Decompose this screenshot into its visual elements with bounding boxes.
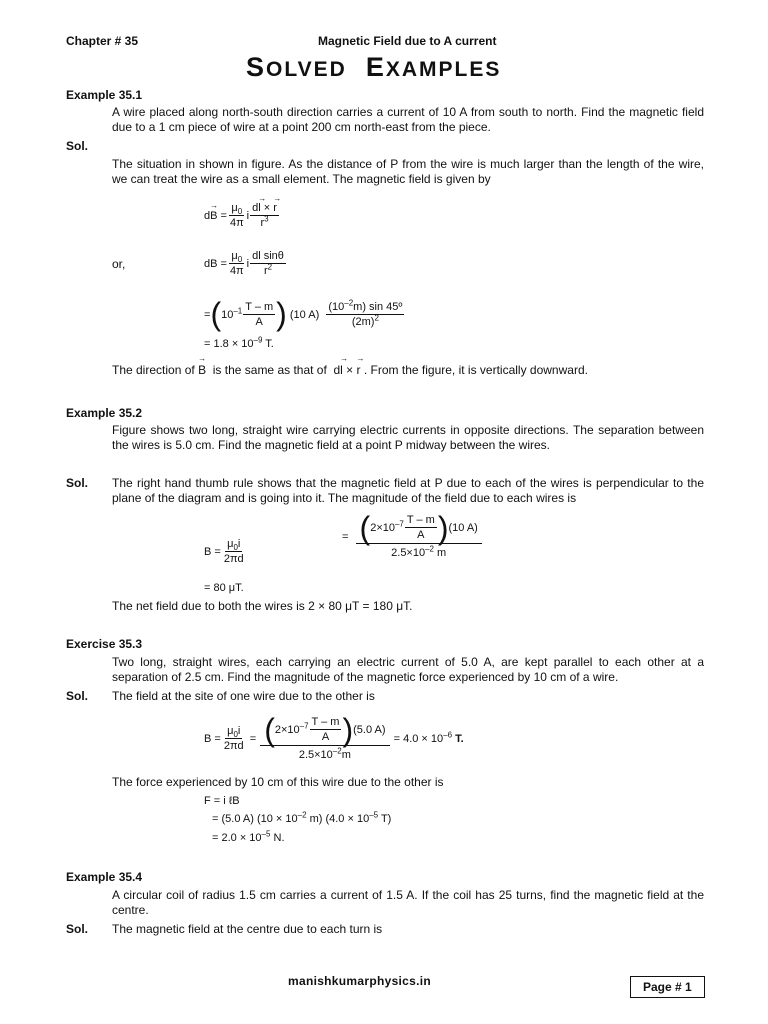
solution-label: Sol. xyxy=(66,689,89,703)
equation-field-substitution: = ( $2\times 10^{-7}$ $\frac{T - m}{A}$ ) (10 A) $2.5\times 10^{-2}$ m xyxy=(342,514,483,559)
exercise-label: Exercise 35.3 xyxy=(66,637,143,651)
example-label: Example 35.1 xyxy=(66,88,143,102)
equation-field-other-wire: B = $\frac{\mu_0i}{2\pi d}$ = ( $2\times 10^{-7}$ $\frac{T - m}{A}$ ) (5.0 A) $2.5\times 10^{-2}m$ = $4.0 \times 10^{-6}$ T. xyxy=(204,711,464,761)
solution-label: Sol. xyxy=(66,922,89,936)
example-label: Example 35.4 xyxy=(66,870,143,884)
equation-field-long-wire: B = $\frac{\mu_0i}{2\pi d}$ xyxy=(204,538,244,565)
force-formula: F = i ℓB xyxy=(204,795,240,807)
solution-text: The right hand thumb rule shows that the magnetic field at P due to each of the wires is perpendicular to the plane of the diagram and is going into it. The magnitude of the field due to each wires is xyxy=(112,476,704,505)
example-label: Example 35.2 xyxy=(66,406,143,420)
force-intro: The force experienced by 10 cm of this wire due to the other is xyxy=(112,775,444,789)
page-title: SOLVED EXAMPLES xyxy=(246,52,502,82)
chapter-label: Chapter # 35 xyxy=(66,34,139,48)
footer-website: manishkumarphysics.in xyxy=(288,974,432,988)
equation-result: = $1.8 \times 10^{-9}$ T. xyxy=(204,335,274,350)
chapter-topic: Magnetic Field due to A current xyxy=(318,34,497,48)
page-number-box: Page # 1 xyxy=(630,976,705,998)
direction-statement: The direction of B → is the same as that of dl → × r → . From the figure, it is vertically downward. xyxy=(112,363,588,377)
net-field-statement: The net field due to both the wires is 2 × 80 μT = 180 μT. xyxy=(112,599,413,613)
equation-result: = 80 μT. xyxy=(204,582,244,594)
example-question: A wire placed along north-south direction carries a current of 10 A from south to north. Find the magnetic field due to a 1 cm piece of wire at a point 200 cm north-east from the piece. xyxy=(112,105,704,134)
solution-label: Sol. xyxy=(66,139,89,153)
example-question: Figure shows two long, straight wire carrying electric currents in opposite directions. The separation between the wires is 5.0 cm. Find the magnetic field at a point P midway between the wires. xyxy=(112,423,704,452)
example-question: A circular coil of radius 1.5 cm carries a current of 1.5 A. If the coil has 25 turns, find the magnetic field at the centre. xyxy=(112,888,704,917)
solution-text: The magnetic field at the centre due to each turn is xyxy=(112,922,383,936)
equation-substitution: = ( $10^{-1}$ $\frac{T - m}{A}$ ) (10 A) $\frac{(10^{-2}m) \sin 45º}{(2m)^2}$ xyxy=(204,296,403,332)
exercise-question: Two long, straight wires, each carrying an electric current of 5.0 A, are kept parallel to each other at a separation of 2.5 cm. Find the magnitude of the magnetic force experienced by 10 cm of a wire. xyxy=(112,655,704,684)
solution-text: The situation in shown in figure. As the distance of P from the wire is much larger than the length of the wire, we can treat the wire as a small element. The magnetic field is given by xyxy=(112,157,704,186)
solution-label: Sol. xyxy=(66,476,89,490)
solution-text: The field at the site of one wire due to the other is xyxy=(112,689,375,703)
equation-biot-savart-vector: dB → = $\frac{\mu_0}{4\pi}$ i $\frac{dl \to \times r \to}{r^3}$ xyxy=(204,202,280,229)
force-substitution: = (5.0 A) ($10 \times 10^{-2}$ m) ($4.0 \times 10^{-5}$ T) xyxy=(212,810,392,825)
or-text: or, xyxy=(112,257,126,271)
force-result: = $2.0 \times 10^{-5}$ N. xyxy=(212,829,285,844)
equation-biot-savart-scalar: dB = $\frac{\mu_0}{4\pi}$ i $\frac{\text{dl sinθ}}{r^2}$ xyxy=(204,250,284,277)
